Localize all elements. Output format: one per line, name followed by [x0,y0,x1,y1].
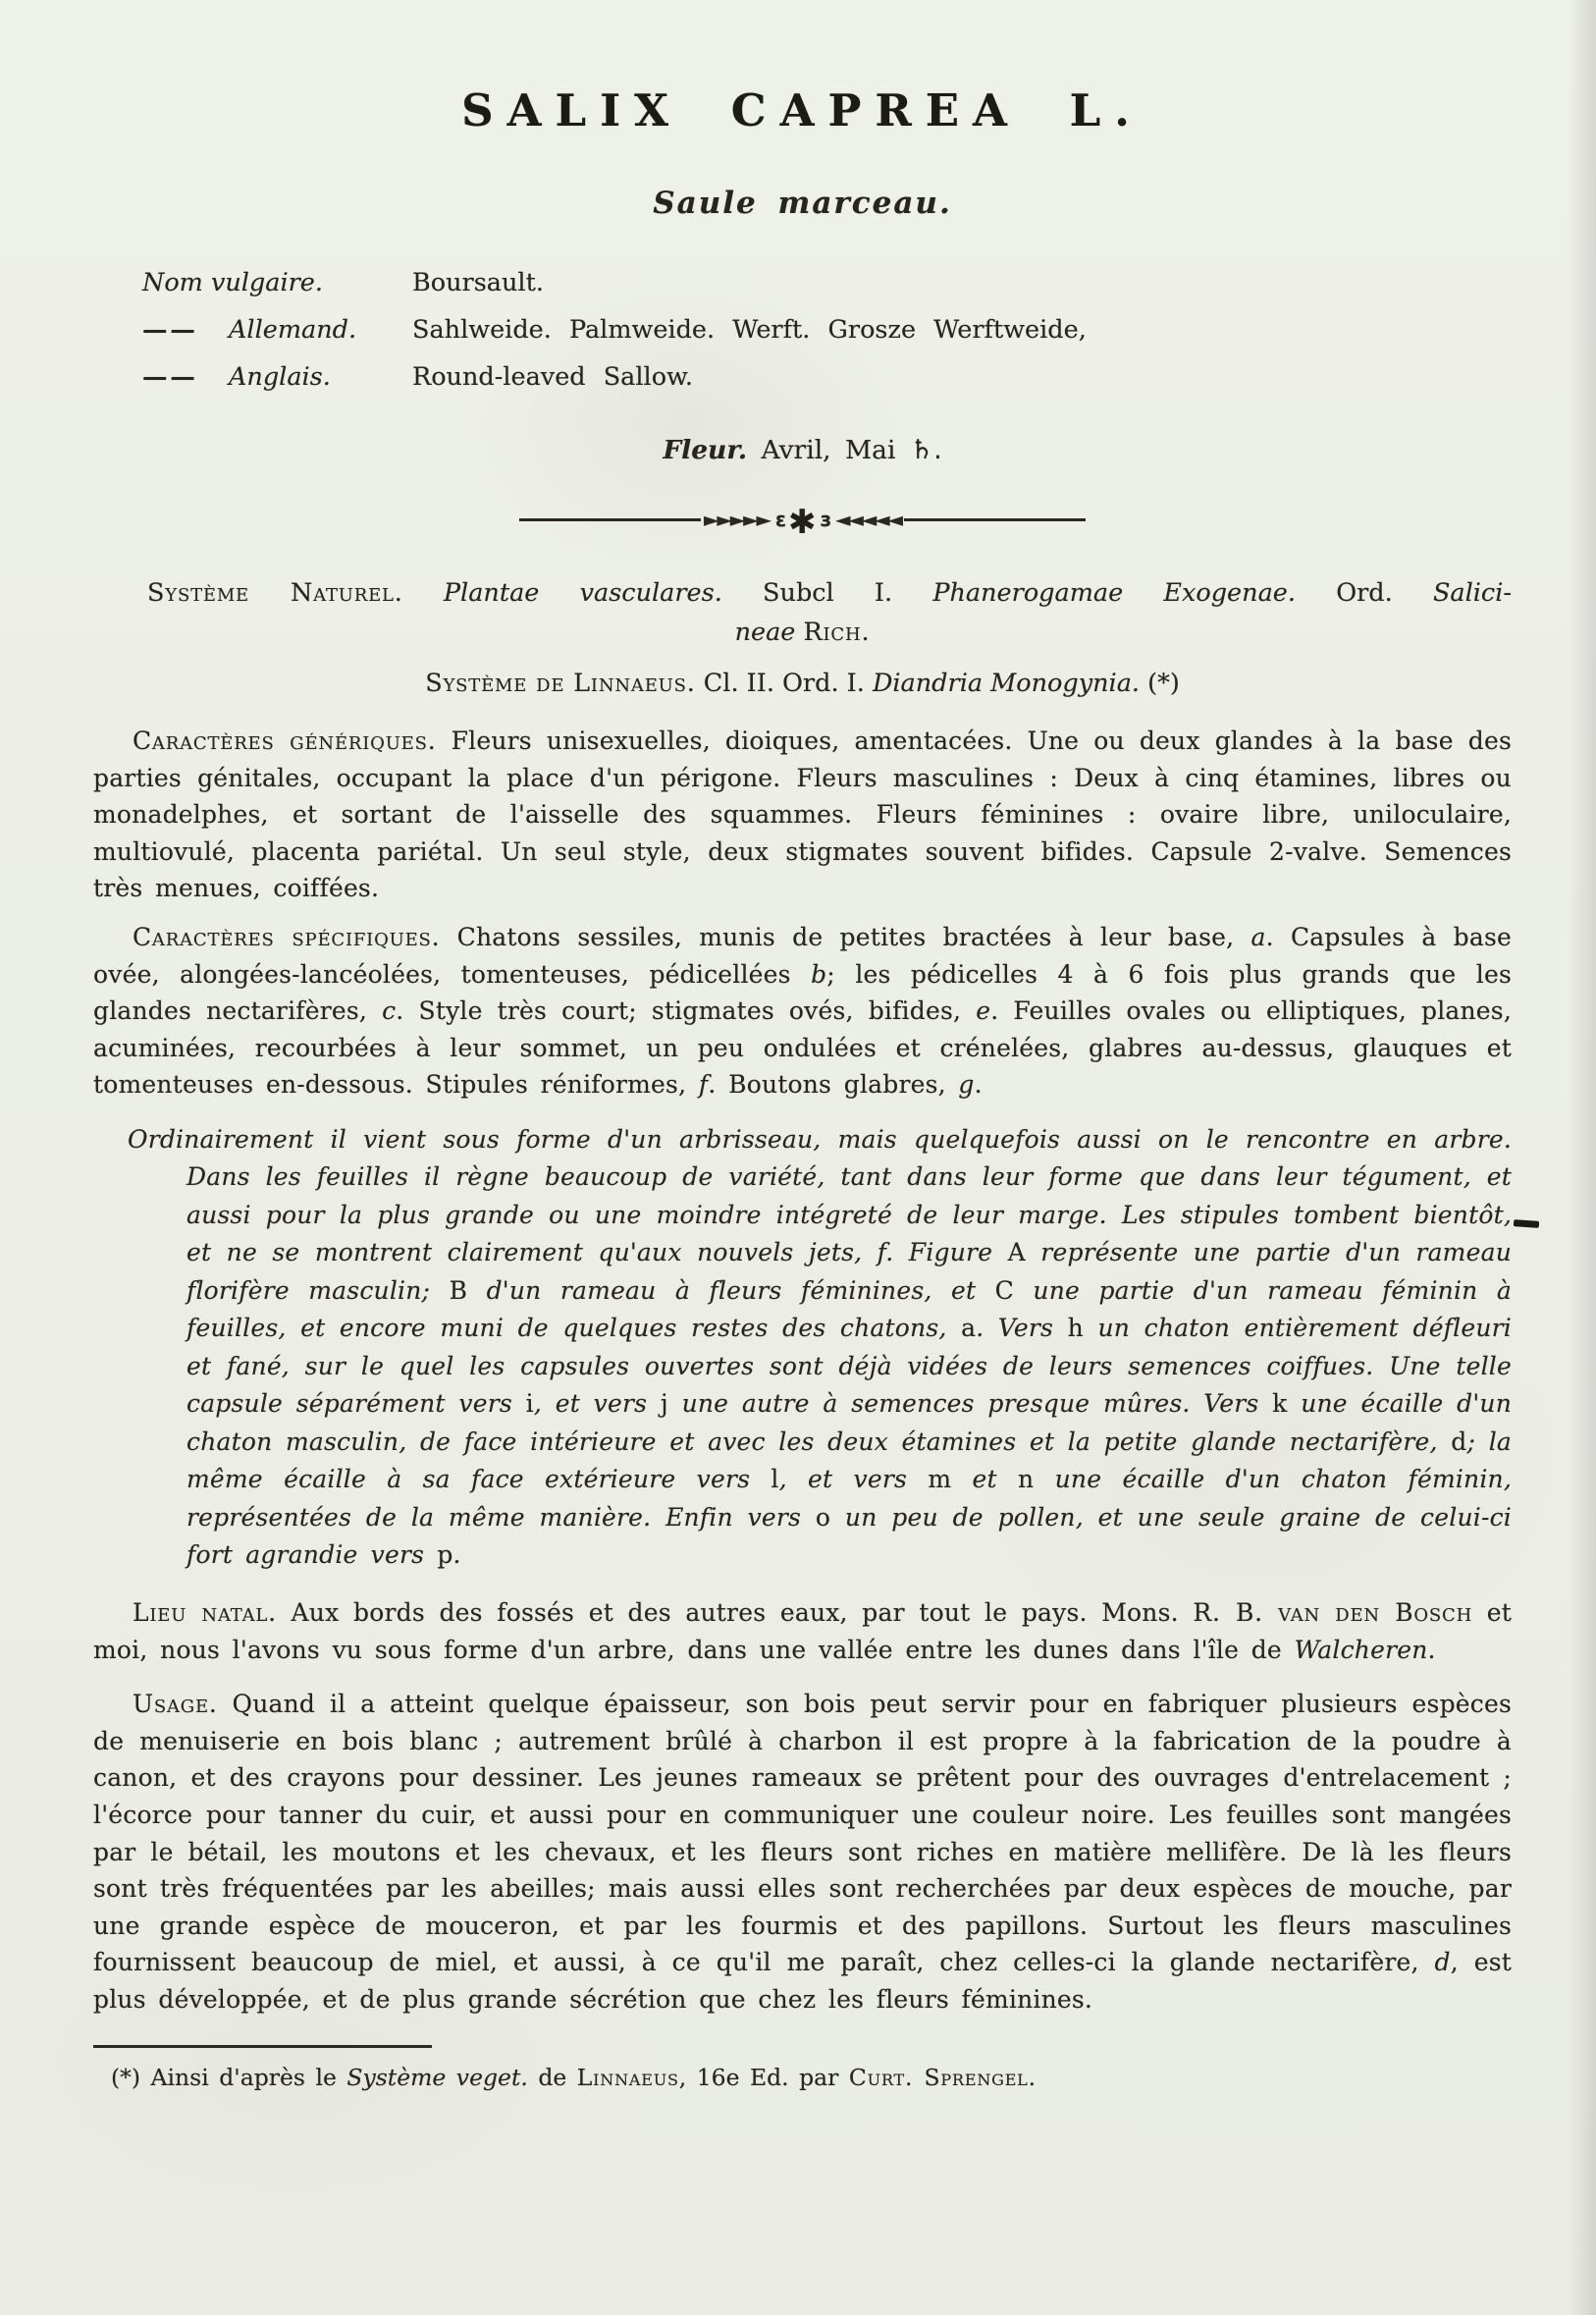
page-edge-shading [1569,0,1596,2315]
divider-rule-left [519,518,701,521]
name-label: Allemand. [229,315,357,345]
name-row-vulgaire [93,268,1512,315]
divider-rule-right [904,518,1086,521]
fleur-months: Avril, Mai [761,435,896,465]
ornamental-divider [93,503,1512,542]
ditto-dash: — — [142,315,192,345]
divider-arrows-left-icon: ◄◄◄◄◄ [835,508,902,531]
divider-rosette-icon: ✱ [788,503,817,542]
fleur-label: Fleur. [663,435,748,465]
paragraph-caracteres-specifiques: Caractères spécifiques. Chatons sessiles, munis de petites bractées à leur base, a. Capsules à base ovée, alongées-lancéolées, tomenteuses, pédicellées b; les pédicelles 4 à 6 fois plus grands que les glandes nectarifères, c. Style très court; stigmates ovés, bifides, e. Feuilles ovales ou elliptiques, planes, acuminées, recourbées à leur sommet, un peu ondulées et crénelées, glabres au-dessus, glauques et tomenteuses en-dessous. Stipules réniformes, f. Boutons glabres, g. [93,922,1512,1100]
footnote-separator-rule [93,2045,432,2048]
page-subtitle: Saule marceau. [653,186,952,221]
name-value: Boursault. [412,268,544,297]
paragraph-usage: Usage. Quand il a atteint quelque épaisseur, son bois peut servir pour en fabriquer plusieurs espèces de menuiserie en bois blanc ; autrement brûlé à charbon il est propre à la fabrication de la poudre à canon, et des crayons pour dessiner. Les jeunes rameaux se prêtent pour des ouvrages d'entrelacement ; l'écorce pour tanner du cuir, et aussi pour en communiquer une couleur noire. Les feuilles sont mangées par le bétail, les moutons et les chevaux, et les fleurs sont riches en matière mellifère. De là les fleurs sont très fréquentées par les abeilles; mais aussi elles sont recherchées par deux espèces de mouche, par une grande espèce de mouceron, et par les fourmis et des papillons. Surtout les fleurs masculines fournissent beaucoup de miel, et aussi, à ce qu'il me paraît, chez celles-ci la glande nectarifère, d, est plus développée, et de plus grande sécrétion que chez les fleurs féminines. [93,1690,1512,2014]
name-label: Anglais. [229,362,331,392]
name-row-anglais [93,362,1512,409]
footnote-text: (*) Ainsi d'après le Système veget. de Linnaeus, 16e Ed. par Curt. Sprengel. [111,2064,1037,2092]
page-title: SALIX CAPREA L. [461,84,1144,136]
flowering-period-line [93,435,1512,465]
paragraph-description-italic: Ordinairement il vient sous forme d'un arbrisseau, mais quelquefois aussi on le rencontre en arbre. Dans les feuilles il règne beaucoup de variété, tant dans leur forme que dans leur tégument, et aussi pour la plus grande ou une moindre intégreté de leur marge. Les stipules tombent bientôt, et ne se montrent clairement qu'aux nouvels jets, f. Figure A représente une partie d'un rameau florifère masculin; B d'un rameau à fleurs féminines, et C une partie d'un rameau féminin à feuilles, et encore muni de quelques restes des chatons, a. Vers h un chaton entièrement défleuri et fané, sur le quel les capsules ouvertes sont déjà vidées de leurs semences coiffues. Une telle capsule séparément vers i, et vers j une autre à semences presque mûres. Vers k une écaille d'un chaton masculin, de face intérieure et avec les deux étamines et la petite glande nectarifère, d; la même écaille à sa face extérieure vers l, et vers m et n une écaille d'un chaton féminin, représentées de la même manière. Enfin vers o un peu de pollen, et une seule graine de celui-ci fort agrandie vers p. [128,1124,1512,1570]
natural-system-line1: Système Naturel. Plantae vasculares. Subcl I. Phanerogamae Exogenae. Ord. Salici- [147,578,1512,608]
vernacular-names-block [93,268,1512,409]
page-content [93,0,1512,2091]
divider-open-curl-icon: ε [774,508,784,531]
divider-arrows-right-icon: ►►►►► [703,508,770,531]
name-value: Sahlweide. Palmweide. Werft. Grosze Werftweide, [412,315,1087,345]
natural-system-line2: neae Rich. [734,618,871,647]
saturn-symbol-icon: ♄. [909,435,942,465]
divider-close-curl-icon: з [820,508,830,531]
paragraph-lieu-natal: Lieu natal. Aux bords des fossés et des autres eaux, par tout le pays. Mons. R. B. van den Bosch et moi, nous l'avons vu sous forme d'un arbre, dans une vallée entre les dunes dans l'île de Walcheren. [93,1597,1512,1664]
paragraph-caracteres-generiques: Caractères génériques. Fleurs unisexuelles, dioiques, amentacées. Une ou deux glandes à la base des parties génitales, occupant la place d'un périgone. Fleurs masculines : Deux à cinq étamines, libres ou monadelphes, et sortant de l'aisselle des squammes. Fleurs féminines : ovaire libre, uniloculaire, multiovulé, placenta pariétal. Un seul style, deux stigmates souvent bifides. Capsule 2-valve. Semences très menues, coiffées. [93,727,1512,903]
natural-system-block [93,573,1512,652]
name-value: Round-leaved Sallow. [412,362,693,392]
linnaeus-system-line: Système de Linnaeus. Cl. II. Ord. I. Diandria Monogynia. (*) [425,669,1180,698]
ink-smudge-artifact [1514,1219,1539,1228]
name-label: Nom vulgaire. [142,268,324,297]
ditto-dash: — — [142,362,192,392]
name-row-allemand [93,315,1512,362]
